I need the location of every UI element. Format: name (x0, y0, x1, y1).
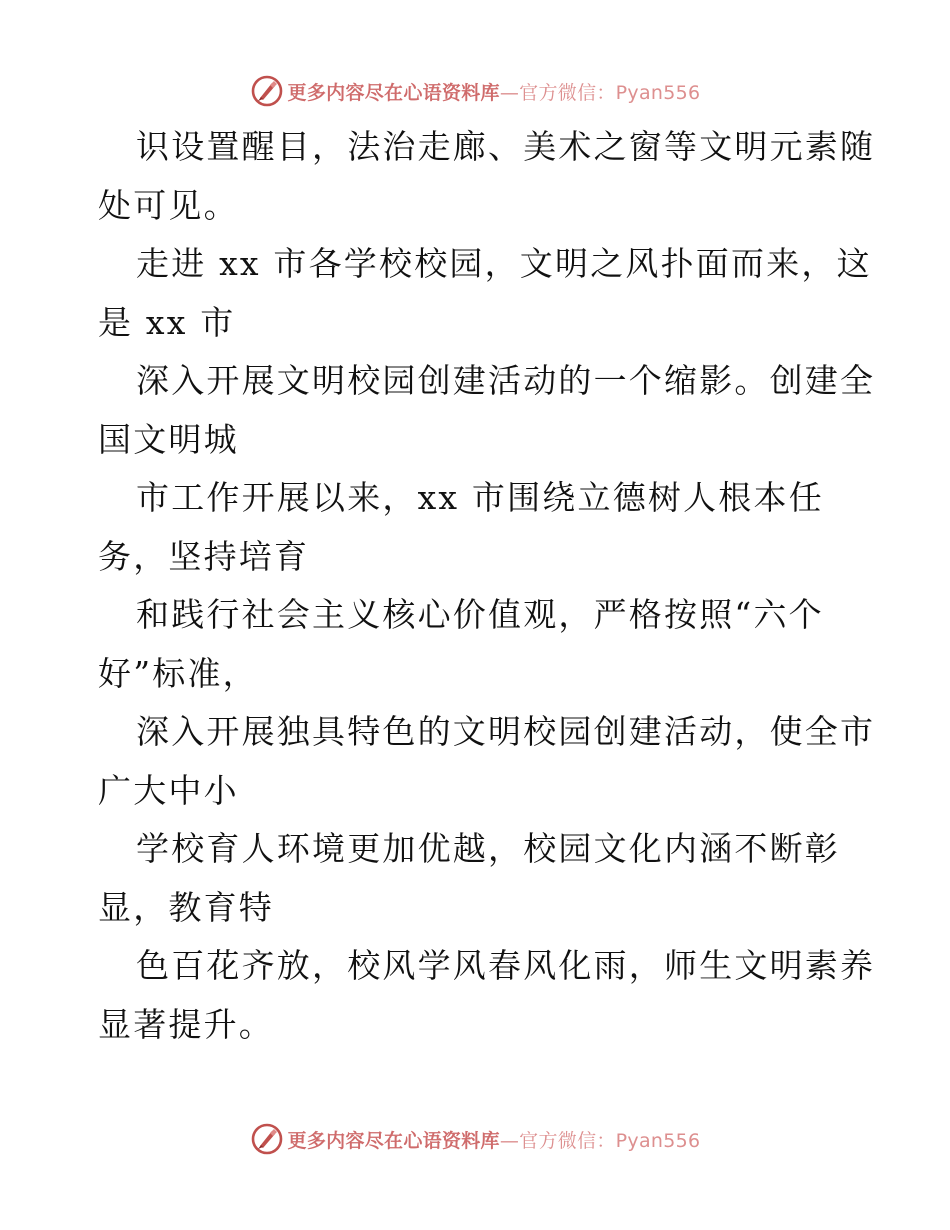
paragraph (98, 352, 876, 469)
footer-watermark (0, 1119, 950, 1159)
paragraph-line: 色百花齐放，校风学风春风化雨，师生文明素养 (136, 946, 876, 985)
watermark-separator: — (499, 81, 520, 104)
paragraph-line: 显，教育特 (98, 887, 274, 927)
paragraph-line: 显著提升。 (98, 1004, 274, 1044)
watermark-separator: — (499, 1129, 520, 1152)
document-body (98, 118, 876, 1054)
watermark-contact: 官方微信：Pyan556 (519, 81, 701, 104)
header-watermark (0, 71, 950, 111)
paragraph (98, 937, 876, 1054)
paragraph-line: 国文明城 (98, 419, 239, 459)
paragraph-line: 处可见。 (98, 185, 239, 225)
paragraph-line: 市工作开展以来，xx 市围绕立德树人根本任 (136, 478, 824, 517)
paragraph-line: 和践行社会主义核心价值观，严格按照“六个 (136, 595, 824, 634)
paragraph-line: 广大中小 (98, 770, 239, 810)
watermark-brand: 更多内容尽在心语资料库 (287, 81, 500, 104)
paragraph-line: 务，坚持培育 (98, 536, 310, 576)
quill-pen-logo-icon (250, 1122, 284, 1156)
watermark-text (288, 78, 701, 105)
paragraph-line: 识设置醒目，法治走廊、美术之窗等文明元素随 (136, 127, 876, 166)
paragraph (98, 820, 858, 937)
paragraph-line: 走进 xx 市各学校校园，文明之风扑面而来，这 (136, 244, 872, 283)
paragraph (98, 586, 858, 703)
paragraph (98, 235, 872, 352)
paragraph-line: 深入开展文明校园创建活动的一个缩影。创建全 (136, 361, 876, 400)
paragraph-line: 学校育人环境更加优越，校园文化内涵不断彰 (136, 829, 840, 868)
paragraph (98, 118, 876, 235)
paragraph (98, 703, 876, 820)
paragraph (98, 469, 858, 586)
paragraph-line: 好”标准， (98, 653, 258, 693)
paragraph-line: 深入开展独具特色的文明校园创建活动，使全市 (136, 712, 876, 751)
watermark-text (288, 1126, 701, 1153)
paragraph-line: 是 xx 市 (98, 302, 236, 342)
watermark-brand: 更多内容尽在心语资料库 (287, 1129, 500, 1152)
watermark-contact: 官方微信：Pyan556 (519, 1129, 701, 1152)
quill-pen-logo-icon (250, 74, 284, 108)
